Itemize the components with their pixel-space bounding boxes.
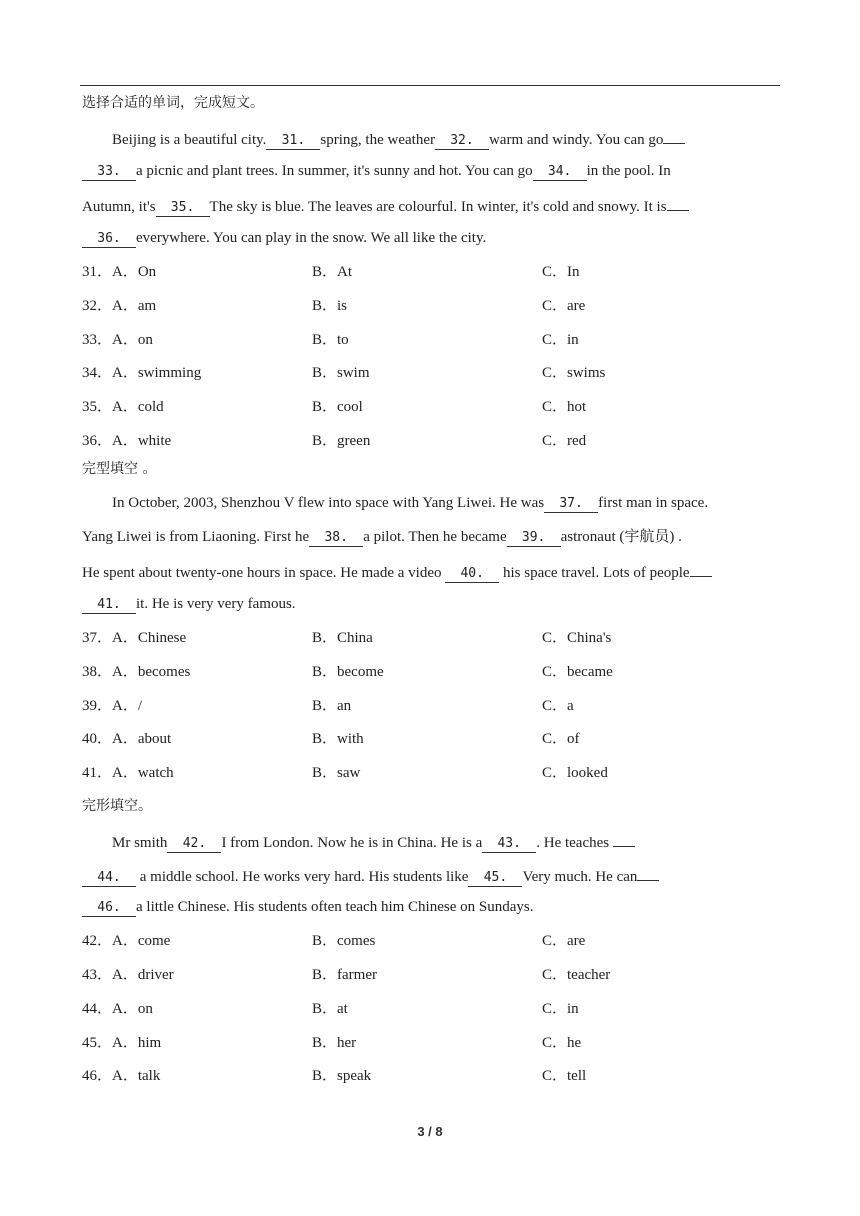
question-option-b[interactable]: B．At: [312, 264, 353, 280]
question-option-a[interactable]: [82, 1032, 161, 1054]
question-option-a[interactable]: [82, 627, 186, 649]
passage-text: Very much. He can: [522, 868, 638, 885]
passage-text: Yang Liwei is from Liaoning. First he: [82, 528, 310, 545]
answer-blank[interactable]: 38.: [309, 529, 363, 547]
question-number: 46．: [82, 1068, 113, 1085]
answer-blank[interactable]: 42.: [167, 835, 221, 853]
question-option-b[interactable]: B．speak: [312, 1068, 372, 1085]
passage-line: [82, 227, 486, 249]
passage-text: a pilot. Then he became: [363, 528, 507, 545]
page-number: 3 / 8: [417, 1124, 443, 1139]
question-option-b[interactable]: B．with: [312, 731, 364, 748]
option-a-text: A．am: [112, 297, 157, 314]
question-option-c[interactable]: C．tell: [542, 1068, 587, 1085]
question-option-c[interactable]: C．of: [542, 731, 580, 748]
passage-text: In October, 2003, Shenzhou V flew into space with Yang Liwei. He was: [112, 494, 545, 511]
question-option-b[interactable]: B．at: [312, 1000, 348, 1017]
question-option-b[interactable]: B．her: [312, 1034, 357, 1051]
answer-blank[interactable]: [690, 559, 712, 577]
passage-line: [82, 526, 682, 548]
option-a-text: A．driver: [112, 967, 174, 983]
question-option-a[interactable]: [82, 396, 164, 418]
question-number: 32．: [82, 297, 113, 314]
option-a-text: A．on: [112, 331, 153, 348]
passage-line: [82, 559, 712, 581]
question-option-c[interactable]: C．China's: [542, 630, 612, 646]
question-option-a[interactable]: [82, 728, 171, 750]
answer-blank[interactable]: 39.: [507, 529, 561, 547]
option-a-text: A．about: [112, 731, 172, 748]
option-a-text: A．him: [112, 1034, 162, 1051]
answer-blank[interactable]: 40.: [445, 565, 499, 583]
passage-text: a middle school. He works very hard. His students like: [136, 868, 469, 885]
question-option-c[interactable]: C．are: [542, 933, 586, 950]
answer-blank[interactable]: [667, 193, 689, 211]
question-option-c[interactable]: C．red: [542, 433, 587, 449]
passage-text: Beijing is a beautiful city.: [112, 131, 267, 148]
section-heading: 选择合适的单词，完成短文。: [82, 95, 264, 111]
answer-blank[interactable]: 34.: [533, 163, 587, 181]
question-option-b[interactable]: B．China: [312, 630, 373, 646]
option-a-text: A．watch: [112, 765, 174, 782]
question-option-b[interactable]: B．swim: [312, 365, 370, 382]
answer-blank[interactable]: 44.: [82, 869, 136, 887]
question-option-a[interactable]: [82, 362, 201, 384]
answer-blank[interactable]: 41.: [82, 596, 136, 614]
question-option-c[interactable]: C．looked: [542, 765, 608, 782]
question-option-c[interactable]: C．a: [542, 697, 574, 714]
section-heading: 完型填空 。: [82, 461, 157, 477]
passage-line: [82, 126, 685, 148]
question-option-b[interactable]: B．cool: [312, 399, 363, 416]
question-option-b[interactable]: B．green: [312, 433, 371, 449]
passage-line: [82, 193, 689, 215]
answer-blank[interactable]: 43.: [482, 835, 536, 853]
answer-blank[interactable]: 31.: [266, 132, 320, 150]
option-a-text: A．On: [112, 264, 157, 280]
question-number: 41．: [82, 765, 113, 782]
passage-text: He spent about twenty-one hours in space. He made a video: [82, 565, 446, 582]
question-number: 34．: [82, 365, 113, 382]
passage-line: [82, 593, 296, 615]
question-option-a[interactable]: [82, 430, 171, 452]
section-heading: 完形填空。: [82, 798, 152, 814]
question-option-b[interactable]: B．comes: [312, 933, 376, 950]
question-option-a[interactable]: [82, 964, 174, 986]
question-option-b[interactable]: B．become: [312, 663, 384, 680]
passage-line: [82, 492, 708, 514]
passage-text: it. He is very very famous.: [136, 596, 296, 613]
passage-line: [82, 896, 533, 918]
passage-text: in the pool. In: [586, 162, 671, 179]
answer-blank[interactable]: [663, 126, 685, 144]
passage-text: spring, the weather: [320, 131, 435, 148]
passage-text: . He teaches: [536, 834, 613, 851]
passage-text: Autumn, it's: [82, 199, 156, 216]
question-option-c[interactable]: C．became: [542, 663, 613, 680]
header-rule: [80, 85, 780, 86]
question-option-a[interactable]: [82, 329, 153, 351]
question-option-c[interactable]: C．in: [542, 1000, 579, 1017]
question-number: 39．: [82, 697, 113, 714]
question-option-b[interactable]: B．to: [312, 331, 349, 348]
answer-blank[interactable]: 37.: [544, 495, 598, 513]
question-option-a[interactable]: [82, 1065, 160, 1087]
question-number: 36．: [82, 433, 113, 449]
question-option-c[interactable]: C．swims: [542, 365, 606, 382]
question-number: 43．: [82, 967, 113, 983]
answer-blank[interactable]: 35.: [156, 199, 210, 217]
passage-text: I from London. Now he is in China. He is a: [221, 834, 483, 851]
question-option-a[interactable]: [82, 998, 153, 1020]
question-option-b[interactable]: B．saw: [312, 765, 361, 782]
answer-blank[interactable]: 33.: [82, 163, 136, 181]
question-number: 37．: [82, 630, 113, 646]
question-option-c[interactable]: C．in: [542, 331, 579, 348]
passage-line: [82, 160, 671, 182]
passage-text: The sky is blue. The leaves are colourful. In winter, it's cold and snowy. It is: [209, 199, 667, 216]
passage-text: a little Chinese. His students often teach him Chinese on Sundays.: [136, 899, 534, 916]
option-a-text: A．cold: [112, 399, 164, 416]
question-option-c[interactable]: C．In: [542, 264, 580, 280]
passage-text: a picnic and plant trees. In summer, it's sunny and hot. You can go: [136, 162, 533, 179]
question-option-a[interactable]: [82, 261, 156, 283]
question-number: 33．: [82, 331, 113, 348]
question-option-c[interactable]: C．teacher: [542, 967, 611, 983]
question-option-a[interactable]: [82, 661, 190, 683]
question-option-c[interactable]: C．he: [542, 1034, 582, 1051]
answer-blank[interactable]: 32.: [435, 132, 489, 150]
passage-line: [82, 829, 635, 851]
answer-blank[interactable]: [613, 829, 635, 847]
question-option-a[interactable]: [82, 295, 156, 317]
passage-text: first man in space.: [598, 494, 709, 511]
question-option-c[interactable]: C．hot: [542, 399, 587, 416]
question-number: 35．: [82, 399, 113, 416]
question-option-b[interactable]: B．farmer: [312, 967, 377, 983]
question-number: 38．: [82, 663, 113, 680]
option-a-text: A．talk: [112, 1068, 161, 1085]
answer-blank[interactable]: 46.: [82, 899, 136, 917]
option-a-text: A．Chinese: [112, 630, 187, 646]
option-a-text: A．on: [112, 1000, 153, 1017]
question-number: 44．: [82, 1000, 113, 1017]
question-number: 45．: [82, 1034, 113, 1051]
option-a-text: A．white: [112, 433, 172, 449]
answer-blank[interactable]: 36.: [82, 230, 136, 248]
question-option-b[interactable]: B．an: [312, 697, 352, 714]
question-option-a[interactable]: [82, 695, 142, 717]
answer-blank[interactable]: 45.: [468, 869, 522, 887]
question-option-a[interactable]: [82, 930, 170, 952]
question-option-b[interactable]: B．is: [312, 297, 348, 314]
question-number: 40．: [82, 731, 113, 748]
option-a-text: A．/: [112, 697, 143, 714]
passage-text: Mr smith: [112, 834, 168, 851]
question-option-c[interactable]: C．are: [542, 297, 586, 314]
question-option-a[interactable]: [82, 762, 174, 784]
question-number: 31．: [82, 264, 113, 280]
passage-line: [82, 863, 659, 885]
option-a-text: A．swimming: [112, 365, 202, 382]
option-a-text: A．come: [112, 933, 171, 950]
passage-text: warm and windy. You can go: [488, 131, 664, 148]
option-a-text: A．becomes: [112, 663, 191, 680]
passage-text: astronaut (宇航员) .: [560, 528, 682, 545]
answer-blank[interactable]: [637, 863, 659, 881]
passage-text: everywhere. You can play in the snow. We all like the city.: [136, 230, 487, 247]
passage-text: his space travel. Lots of people: [499, 565, 690, 582]
question-number: 42．: [82, 933, 113, 950]
